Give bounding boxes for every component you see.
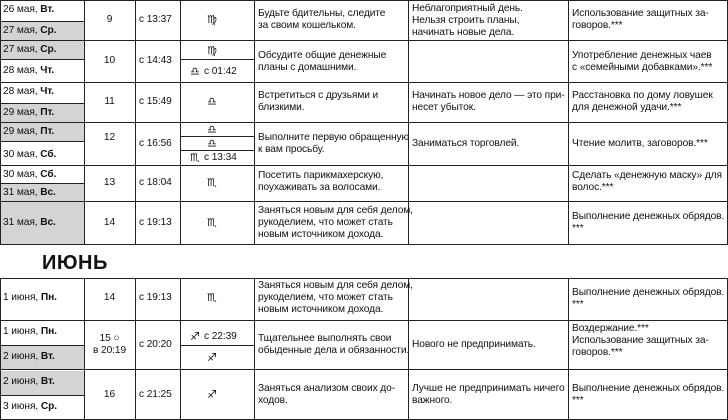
lunar-day: 13 (103, 177, 116, 188)
libra-icon: ♎ (207, 95, 217, 108)
advice-line: Заняться новым для себя делом, (258, 205, 413, 216)
date-cell: 1 июня, Пн. (3, 326, 57, 337)
money-line: Использование защитных за- (572, 335, 709, 346)
advice-line: ходов. (258, 395, 288, 406)
virgo-icon: ♍ (207, 44, 217, 57)
advice-line: новым источником дохода. (258, 304, 384, 315)
sagittarius-icon: ♐ (207, 388, 217, 401)
advice-line: Обсудите общие денежные (258, 50, 387, 61)
money-line: Выполнение денежных обрядов. (572, 211, 725, 222)
full-moon-time: в 20:19 (92, 345, 127, 356)
date-cell: 2 июня, Вт. (3, 351, 55, 362)
scorpio-icon: ♏ (207, 176, 217, 189)
moonrise-time: с 19:13 (139, 217, 172, 228)
advice-line: за своим кошельком. (258, 20, 356, 31)
advice-line: рукоделием, что может стать (258, 217, 393, 228)
date-cell: 30 мая, Сб. (3, 169, 57, 180)
date-cell: 27 мая, Ср. (3, 44, 57, 55)
lunar-day: 16 (103, 389, 116, 400)
advice-line: поухаживать за волосами. (258, 182, 381, 193)
advice-line: рукоделием, что может стать (258, 292, 393, 303)
scorpio-icon: ♏ (207, 291, 217, 304)
money-line: Расстановка по дому ловушек (572, 90, 713, 101)
lunar-day: 10 (103, 55, 116, 66)
advice-line: Будьте бдительны, следите (258, 8, 386, 19)
sagittarius-icon: ♐ (207, 351, 217, 364)
libra-icon: ♎ (207, 137, 217, 150)
sign-time: с 22:39 (204, 331, 237, 342)
date-cell: 2 июня, Вт. (3, 376, 55, 387)
date-cell: 31 мая, Вс. (3, 217, 56, 228)
bad-line: Нельзя строить планы, (412, 15, 520, 26)
moonrise-time: с 13:37 (139, 14, 172, 25)
bad-line: Заниматься торговлей. (412, 138, 520, 149)
moonrise-time: с 16:56 (139, 138, 172, 149)
moonrise-time: с 14:43 (139, 55, 172, 66)
date-cell: 28 мая, Чт. (3, 86, 55, 97)
moonrise-time: с 21:25 (139, 389, 172, 400)
date-cell: 29 мая, Пт. (3, 126, 55, 137)
bad-line: Нового не предпринимать. (412, 339, 536, 350)
bad-line: начинать новые дела. (412, 27, 515, 38)
money-line: с «семейными добавками».*** (572, 62, 713, 73)
money-line: Выполнение денежных обрядов. (572, 383, 725, 394)
date-cell: 3 июня, Ср. (3, 401, 57, 412)
money-line: для денежной удачи.*** (572, 102, 682, 113)
sign-time: с 13:34 (204, 152, 237, 163)
lunar-day: 11 (104, 96, 115, 107)
virgo-icon: ♍ (207, 13, 217, 26)
scorpio-icon: ♏ (207, 216, 217, 229)
moonrise-time: с 18:04 (139, 177, 172, 188)
money-line: Употребление денежных чаев (572, 50, 712, 61)
advice-line: Тщательнее выполнять свои (258, 333, 392, 344)
advice-line: к вам просьбу. (258, 144, 325, 155)
bad-line: Неблагоприятный день. (412, 3, 523, 14)
advice-line: обыденные дела и обязанности. (258, 345, 410, 356)
libra-icon: ♎ (207, 123, 217, 136)
bad-line: несет убыток. (412, 102, 476, 113)
money-line: Использование защитных за- (572, 8, 709, 19)
scorpio-icon: ♏ (190, 151, 200, 164)
lunar-day: 15 ○ (99, 333, 120, 344)
moonrise-time: с 15:49 (139, 96, 172, 107)
date-cell: 31 мая, Вс. (3, 187, 56, 198)
advice-line: Посетить парикмахерскую, (258, 170, 384, 181)
advice-line: Встретиться с друзьями и (258, 90, 379, 101)
month-title: ИЮНЬ (42, 252, 108, 274)
date-cell: 28 мая, Чт. (3, 65, 55, 76)
advice-line: Заняться новым для себя делом, (258, 280, 413, 291)
lunar-day: 14 (103, 217, 116, 228)
moonrise-time: с 19:13 (139, 292, 172, 303)
advice-line: Заняться анализом своих до- (258, 383, 396, 394)
money-line: Сделать «денежную маску» для (572, 170, 722, 181)
money-line: Выполнение денежных обрядов. (572, 287, 725, 298)
sagittarius-icon: ♐ (190, 330, 200, 343)
date-cell: 29 мая, Пт. (3, 107, 55, 118)
date-cell: 1 июня, Пн. (3, 292, 57, 303)
advice-line: Выполните первую обращенную (258, 132, 410, 143)
bad-line: Лучше не предпринимать ничего (412, 383, 565, 394)
money-line: Воздержание.*** (572, 323, 649, 334)
lunar-day: 14 (103, 292, 116, 303)
money-line: *** (572, 223, 584, 234)
sign-time: с 01:42 (204, 66, 237, 77)
money-line: Чтение молитв, заговоров.*** (572, 138, 708, 149)
date-cell: 30 мая, Сб. (3, 149, 57, 160)
lunar-day: 12 (103, 132, 116, 143)
date-cell: 26 мая, Вт. (3, 4, 55, 15)
bad-line: важного. (412, 395, 453, 406)
money-line: говоров.*** (572, 347, 623, 358)
advice-line: планы с домашними. (258, 62, 357, 73)
advice-line: новым источником дохода. (258, 229, 384, 240)
moonrise-time: с 20:20 (139, 339, 172, 350)
libra-icon: ♎ (190, 65, 200, 78)
money-line: *** (572, 395, 584, 406)
money-line: *** (572, 299, 584, 310)
money-line: волос.*** (572, 182, 614, 193)
date-cell: 27 мая, Ср. (3, 25, 57, 36)
advice-line: близкими. (258, 102, 305, 113)
lunar-day: 9 (106, 14, 113, 25)
bad-line: Начинать новое дело — это при- (412, 90, 565, 101)
money-line: говоров.*** (572, 20, 623, 31)
